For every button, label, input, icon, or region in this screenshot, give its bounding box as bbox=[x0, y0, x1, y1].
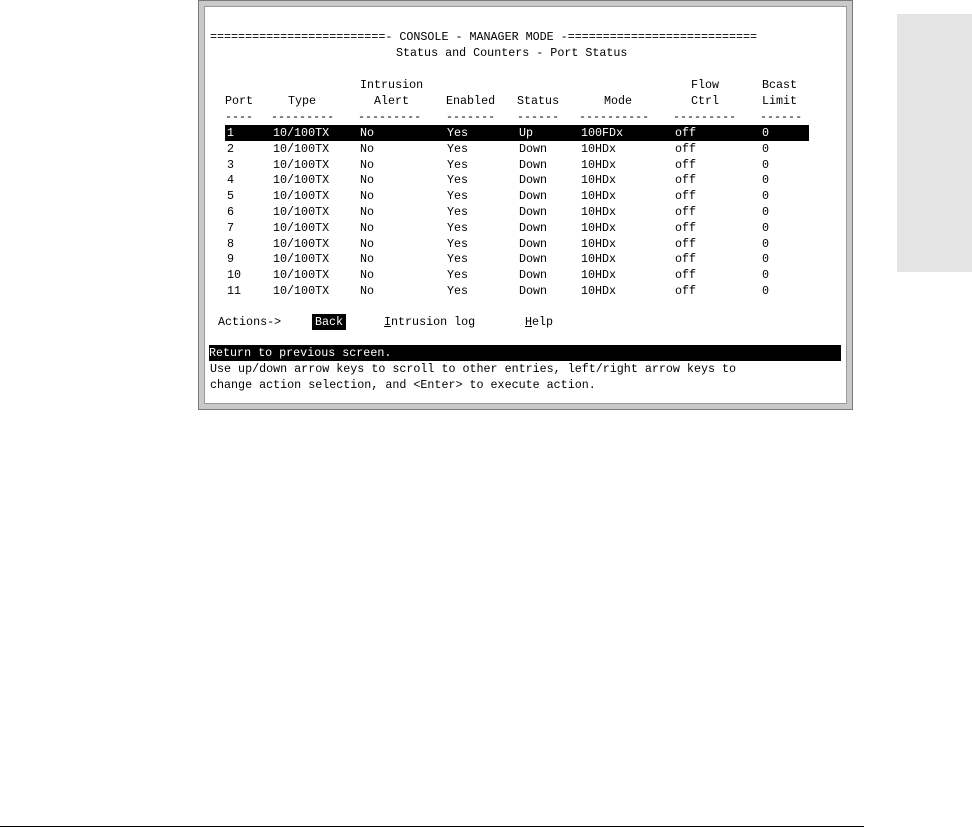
console-banner: =========================- CONSOLE - MANAGER MODE -=========================== bbox=[210, 30, 758, 44]
row-flow-ctrl: off bbox=[675, 126, 697, 140]
row-flow-ctrl: off bbox=[675, 141, 697, 156]
sep-enabled: ------- bbox=[446, 110, 496, 124]
row-type: 10/100TX bbox=[273, 126, 330, 140]
console-window bbox=[198, 0, 853, 410]
sep-port: ---- bbox=[225, 110, 254, 124]
actions-label: Actions-> bbox=[218, 315, 282, 329]
row-status: Down bbox=[519, 205, 548, 219]
table-row[interactable] bbox=[225, 157, 809, 173]
row-type: 10/100TX bbox=[273, 173, 330, 188]
row-port: 4 bbox=[227, 173, 235, 188]
help-hotkey: H bbox=[525, 315, 533, 329]
table-row[interactable] bbox=[225, 141, 809, 157]
row-flow-ctrl: off bbox=[675, 173, 697, 188]
table-row[interactable] bbox=[225, 188, 809, 204]
sep-status: ------ bbox=[517, 110, 560, 124]
row-enabled: Yes bbox=[447, 205, 469, 219]
row-status: Down bbox=[519, 284, 548, 298]
row-mode: 100FDx bbox=[581, 126, 624, 140]
sep-type: --------- bbox=[271, 110, 335, 124]
row-type: 10/100TX bbox=[273, 141, 330, 156]
row-flow-ctrl: off bbox=[675, 284, 697, 298]
row-mode: 10HDx bbox=[581, 252, 617, 267]
row-type: 10/100TX bbox=[273, 268, 330, 283]
row-port: 1 bbox=[227, 126, 235, 140]
row-intrusion-alert: No bbox=[360, 284, 375, 298]
row-intrusion-alert: No bbox=[360, 189, 375, 204]
row-enabled: Yes bbox=[447, 173, 469, 188]
row-status: Down bbox=[519, 252, 548, 267]
row-intrusion-alert: No bbox=[360, 205, 375, 219]
table-row[interactable] bbox=[225, 267, 809, 283]
help-text-line2: change action selection, and <Enter> to execute action. bbox=[210, 378, 596, 392]
table-header-top bbox=[205, 77, 845, 93]
intrusion-log-hotkey: I bbox=[384, 315, 392, 329]
row-intrusion-alert: No bbox=[360, 173, 375, 188]
row-bcast-limit: 0 bbox=[762, 220, 770, 235]
row-port: 3 bbox=[227, 157, 235, 172]
row-status: Up bbox=[519, 126, 534, 140]
side-tab bbox=[897, 14, 972, 272]
row-status: Down bbox=[519, 220, 548, 235]
row-port: 11 bbox=[227, 284, 242, 298]
col-status-header: Status bbox=[517, 94, 560, 108]
row-intrusion-alert: No bbox=[360, 220, 375, 235]
row-flow-ctrl: off bbox=[675, 157, 697, 172]
row-intrusion-alert: No bbox=[360, 157, 375, 172]
row-flow-ctrl: off bbox=[675, 236, 697, 251]
row-bcast-limit: 0 bbox=[762, 173, 770, 188]
row-enabled: Yes bbox=[447, 220, 469, 235]
row-bcast-limit: 0 bbox=[762, 141, 770, 156]
row-intrusion-alert: No bbox=[360, 268, 375, 283]
row-mode: 10HDx bbox=[581, 189, 617, 204]
row-flow-ctrl: off bbox=[675, 205, 697, 219]
row-enabled: Yes bbox=[447, 126, 469, 140]
row-enabled: Yes bbox=[447, 157, 469, 172]
row-mode: 10HDx bbox=[581, 284, 617, 298]
actions-bar bbox=[205, 314, 845, 330]
row-enabled: Yes bbox=[447, 284, 469, 298]
table-separator bbox=[205, 109, 845, 125]
row-status: Down bbox=[519, 173, 548, 188]
row-port: 2 bbox=[227, 141, 235, 156]
intrusion-log-label: ntrusion log bbox=[391, 315, 476, 329]
row-mode: 10HDx bbox=[581, 173, 617, 188]
row-type: 10/100TX bbox=[273, 284, 330, 298]
col-ctrl-header: Ctrl bbox=[691, 94, 720, 108]
sep-alert: --------- bbox=[358, 110, 422, 124]
row-type: 10/100TX bbox=[273, 189, 330, 204]
row-intrusion-alert: No bbox=[360, 141, 375, 156]
intrusion-log-action[interactable] bbox=[384, 314, 475, 330]
col-mode-header: Mode bbox=[604, 94, 633, 108]
help-label: elp bbox=[532, 315, 554, 329]
row-mode: 10HDx bbox=[581, 220, 617, 235]
row-bcast-limit: 0 bbox=[762, 284, 770, 298]
row-port: 9 bbox=[227, 252, 235, 267]
row-flow-ctrl: off bbox=[675, 189, 697, 204]
col-flow-label: Flow bbox=[691, 78, 720, 92]
row-status: Down bbox=[519, 141, 548, 156]
row-enabled: Yes bbox=[447, 252, 469, 267]
row-status: Down bbox=[519, 268, 548, 283]
row-status: Down bbox=[519, 236, 548, 251]
row-enabled: Yes bbox=[447, 189, 469, 204]
screen-title: Status and Counters - Port Status bbox=[396, 46, 628, 60]
help-action[interactable] bbox=[525, 314, 553, 330]
row-mode: 10HDx bbox=[581, 141, 617, 156]
row-status: Down bbox=[519, 189, 548, 204]
row-mode: 10HDx bbox=[581, 268, 617, 283]
status-message: Return to previous screen. bbox=[209, 345, 841, 361]
row-bcast-limit: 0 bbox=[762, 268, 770, 283]
row-bcast-limit: 0 bbox=[762, 205, 770, 219]
console-screen bbox=[204, 6, 847, 404]
row-type: 10/100TX bbox=[273, 220, 330, 235]
row-port: 10 bbox=[227, 268, 242, 283]
row-bcast-limit: 0 bbox=[762, 126, 770, 140]
row-enabled: Yes bbox=[447, 268, 469, 283]
row-intrusion-alert: No bbox=[360, 236, 375, 251]
row-port: 6 bbox=[227, 205, 235, 219]
row-type: 10/100TX bbox=[273, 157, 330, 172]
sep-mode: ---------- bbox=[579, 110, 650, 124]
row-port: 8 bbox=[227, 236, 235, 251]
row-intrusion-alert: No bbox=[360, 252, 375, 267]
row-enabled: Yes bbox=[447, 141, 469, 156]
table-header bbox=[205, 93, 845, 109]
row-port: 5 bbox=[227, 189, 235, 204]
table-row[interactable] bbox=[225, 172, 809, 188]
back-action[interactable]: Back bbox=[312, 314, 346, 330]
col-type-header: Type bbox=[288, 94, 317, 108]
sep-limit: ------ bbox=[760, 110, 803, 124]
row-bcast-limit: 0 bbox=[762, 252, 770, 267]
row-mode: 10HDx bbox=[581, 205, 617, 219]
col-intrusion-label: Intrusion bbox=[360, 78, 424, 92]
col-enabled-header: Enabled bbox=[446, 94, 496, 108]
col-limit-header: Limit bbox=[762, 94, 798, 108]
page-bottom-rule bbox=[0, 826, 864, 827]
row-flow-ctrl: off bbox=[675, 268, 697, 283]
row-bcast-limit: 0 bbox=[762, 157, 770, 172]
table-row[interactable] bbox=[225, 204, 809, 220]
table-row[interactable] bbox=[225, 236, 809, 252]
table-row[interactable] bbox=[225, 283, 809, 299]
col-alert-header: Alert bbox=[374, 94, 410, 108]
row-bcast-limit: 0 bbox=[762, 236, 770, 251]
row-enabled: Yes bbox=[447, 236, 469, 251]
col-bcast-label: Bcast bbox=[762, 78, 798, 92]
row-type: 10/100TX bbox=[273, 252, 330, 267]
row-status: Down bbox=[519, 157, 548, 172]
row-mode: 10HDx bbox=[581, 157, 617, 172]
table-row[interactable] bbox=[225, 125, 809, 141]
table-row[interactable] bbox=[225, 220, 809, 236]
row-flow-ctrl: off bbox=[675, 252, 697, 267]
col-port-header: Port bbox=[225, 94, 254, 108]
sep-ctrl: --------- bbox=[673, 110, 737, 124]
row-type: 10/100TX bbox=[273, 236, 330, 251]
row-flow-ctrl: off bbox=[675, 220, 697, 235]
help-text-line1: Use up/down arrow keys to scroll to other entries, left/right arrow keys to bbox=[210, 362, 737, 376]
row-bcast-limit: 0 bbox=[762, 189, 770, 204]
row-type: 10/100TX bbox=[273, 205, 330, 219]
row-port: 7 bbox=[227, 220, 235, 235]
row-intrusion-alert: No bbox=[360, 126, 375, 140]
table-row[interactable] bbox=[225, 251, 809, 267]
row-mode: 10HDx bbox=[581, 236, 617, 251]
